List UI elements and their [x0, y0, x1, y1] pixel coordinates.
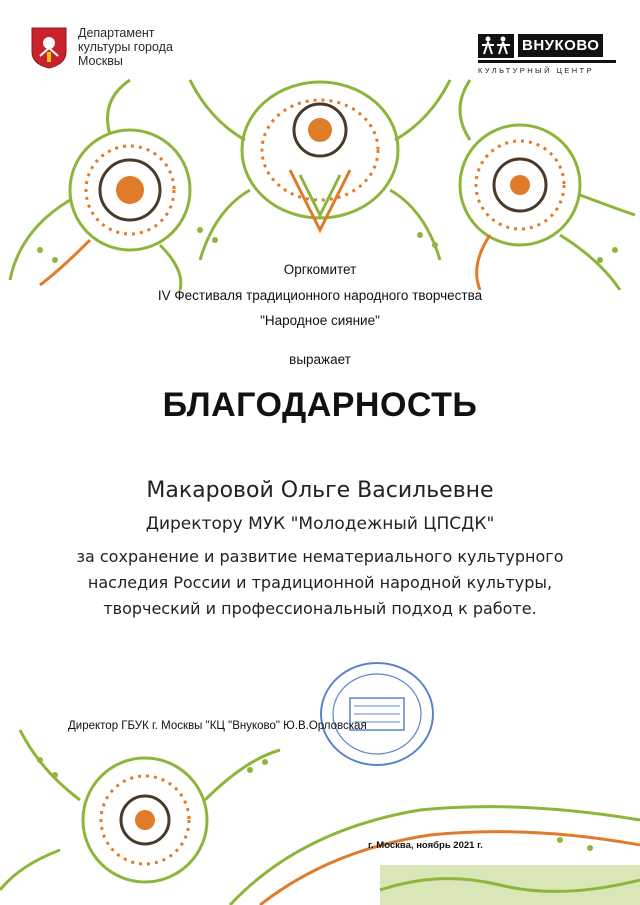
- center-flower-ornament: [190, 80, 450, 260]
- director-signature-line: Директор ГБУК г. Москвы "КЦ "Внуково" Ю.В.Орловская: [68, 720, 367, 732]
- vnukovo-cultural-center-logo: [478, 30, 616, 75]
- reason-line-3: творческий и профессиональный подход к работе.: [103, 599, 537, 618]
- recipient-name: Макаровой Ольге Васильевне: [146, 478, 494, 503]
- reason-line-1: за сохранение и развитие нематериального культурного: [76, 547, 564, 566]
- vnukovo-logo-subtitle: КУЛЬТУРНЫЙ ЦЕНТР: [478, 66, 594, 75]
- expresses-line: выражает: [289, 352, 351, 367]
- festival-title-line: "Народное сияние": [260, 313, 380, 328]
- top-folk-ornament: [0, 60, 640, 290]
- recipient-position: Директору МУК "Молодежный ЦПСДК": [145, 514, 495, 534]
- right-flower-ornament: [460, 80, 635, 290]
- moscow-coat-of-arms-icon: [30, 26, 68, 70]
- org-committee-line: Оргкомитет: [283, 262, 357, 277]
- moscow-department-logo-text: Департамент культуры города Москвы: [78, 26, 173, 68]
- moscow-culture-department-logo: [30, 26, 188, 70]
- vnukovo-logo-name: ВНУКОВО: [518, 34, 603, 57]
- official-stamp: [318, 660, 436, 768]
- place-and-date: г. Москва, ноябрь 2021 г.: [368, 840, 483, 851]
- reason-line-2: наследия России и традиционной народной культуры,: [87, 573, 553, 592]
- dancers-icon: [478, 32, 514, 58]
- certificate-title: БЛАГОДАРНОСТЬ: [162, 386, 478, 424]
- left-flower-ornament: [10, 80, 190, 290]
- festival-name-line: IV Фестиваля традиционного народного творчества: [157, 288, 483, 303]
